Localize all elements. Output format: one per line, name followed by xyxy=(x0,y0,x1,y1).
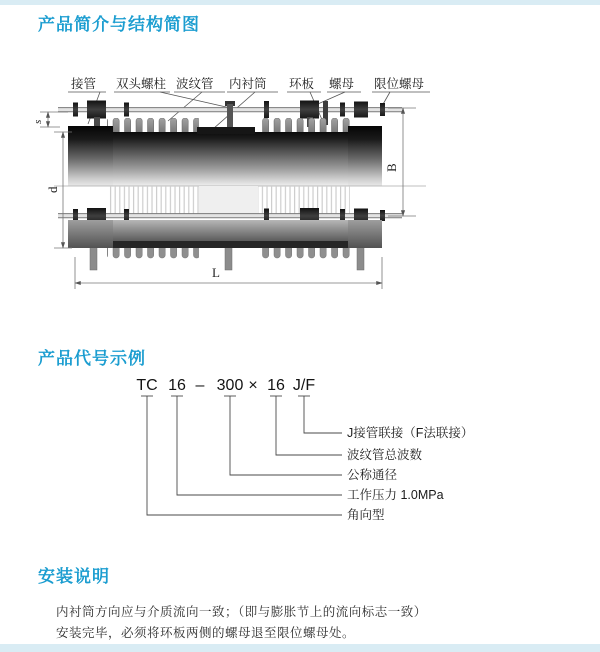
code-part-diameter: 300 xyxy=(216,377,244,394)
joint-body-upper xyxy=(68,118,382,186)
callout-waves: 波纹管总波数 xyxy=(347,448,423,462)
dim-label-B: B xyxy=(384,163,399,172)
part-labels xyxy=(71,76,425,91)
left-pipe-lower xyxy=(68,220,113,248)
code-part-times: × xyxy=(248,377,258,394)
dim-label-L: L xyxy=(212,265,220,280)
main-shell xyxy=(113,132,348,186)
page-top-strip xyxy=(0,0,600,5)
liner-lower xyxy=(199,186,258,214)
bellows-teeth-left-lower xyxy=(107,248,199,259)
code-part-pressure: 16 xyxy=(168,377,186,394)
callout-type: 角向型 xyxy=(347,508,385,522)
section-title-install: 安装说明 xyxy=(38,567,110,586)
section-title-structure: 产品简介与结构简图 xyxy=(38,15,200,34)
center-stud xyxy=(227,104,233,129)
part-label-pipe: 接管 xyxy=(71,77,97,91)
lower-dark-band xyxy=(113,241,348,248)
part-label-ring-plate: 环板 xyxy=(289,77,315,91)
section-title-code-example: 产品代号示例 xyxy=(38,349,146,368)
callout-pressure: 工作压力 1.0MPa xyxy=(347,488,444,502)
bellows-teeth-right xyxy=(258,118,350,133)
liner-collar xyxy=(197,127,255,134)
part-label-liner: 内衬筒 xyxy=(229,77,267,91)
code-part-dash: – xyxy=(195,377,205,394)
right-pipe-lower xyxy=(348,220,382,248)
right-pipe xyxy=(348,126,382,186)
page-bottom-strip xyxy=(0,644,600,652)
code-part-type: TC xyxy=(136,377,158,394)
part-label-bellows: 波纹管 xyxy=(176,77,214,91)
dim-label-d: d xyxy=(45,186,60,193)
part-label-stud: 双头螺柱 xyxy=(116,77,167,91)
part-label-nut: 螺母 xyxy=(329,77,355,91)
callout-diameter: 公称通径 xyxy=(347,468,398,482)
install-note-nut-position: 安装完毕，必须将环板两侧的螺母退至限位螺母处。 xyxy=(56,626,356,640)
code-part-connection: J/F xyxy=(292,377,316,394)
install-note-flow-direction: 内衬筒方向应与介质流向一致；（即与膨胀节上的流向标志一致） xyxy=(56,605,427,619)
joint-body-lower xyxy=(58,186,402,270)
bellows-section-left-lower xyxy=(107,186,199,214)
code-connector-lines xyxy=(141,396,342,515)
code-parts xyxy=(136,377,315,394)
dim-B xyxy=(388,108,416,216)
part-label-limit-nut: 限位螺母 xyxy=(374,77,425,91)
code-part-waves: 16 xyxy=(267,377,285,394)
left-pipe xyxy=(68,126,113,186)
bellows-teeth-right-lower xyxy=(258,248,350,259)
dim-s xyxy=(40,112,68,127)
bellows-teeth-left xyxy=(107,118,199,133)
product-code-diagram xyxy=(90,374,530,534)
code-callout-labels xyxy=(347,425,473,522)
expansion-joint-diagram xyxy=(30,65,450,315)
dim-label-s: s xyxy=(32,119,44,124)
callout-connection: J接管联接（F法联接） xyxy=(347,426,474,440)
